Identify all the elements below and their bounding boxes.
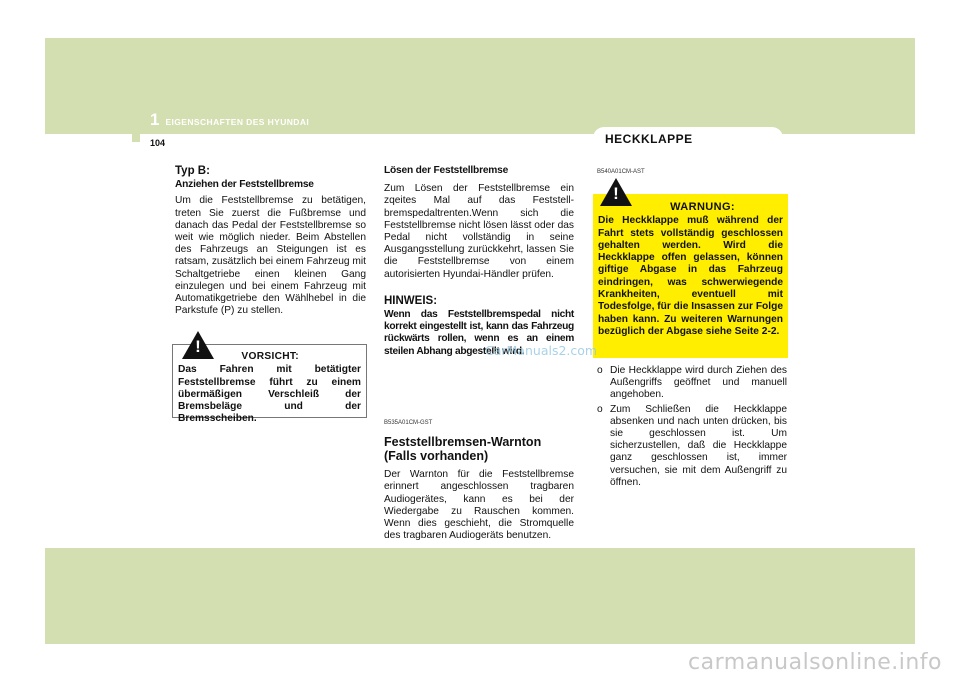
page-number: 104 [140, 134, 175, 152]
warning-icon: ! [600, 178, 632, 206]
section-code: B540A01CM-AST [597, 169, 645, 175]
release-heading: Lösen der Feststellbremse [384, 165, 509, 176]
list-item: o Zum Schließen die Heckklappe absenken und nach unten drücken, bis sie geschlossen ist. Um sicherzustellen, daß die Heckklappe ganz geschlossen ist, immer versuchen, sie mit dem Außengriff zu öffnen. [597, 404, 787, 489]
overlay-watermark: CarManuals2.com [485, 343, 598, 358]
chapter-title: EIGENSCHAFTEN DES HYUNDAI [165, 117, 310, 127]
warner-heading: Feststellbremsen-Warnton (Falls vorhanden) [384, 435, 542, 464]
instruction-list [597, 365, 787, 489]
footer-band [45, 548, 915, 644]
left-column [175, 165, 366, 323]
warning-box [593, 194, 788, 358]
chapter-number: 1 [150, 110, 160, 129]
apply-brake-paragraph: Um die Feststellbremse zu betätigen, treten Sie zuerst die Fußbremse und danach das Pedal der Feststellbremse so weit wie möglich nieder. Beim Abstellen des Fahrzeugs an Steigungen ist es ratsam, zusätzlich bei einem Fahrzeug mit Schaltgetriebe einen kleinen Gang einzulegen und bei einem Fahrzeug mit Automatikgetriebe den Wählhebel in die Parkstufe (P) zu stellen. [175, 195, 366, 317]
caution-text: Das Fahren mit betätigter Feststellbremse führt zu einem übermäßigen Verschleiß der Bremsbeläge und der Bremsscheiben. [178, 364, 361, 425]
footer-watermark: carmanualsonline.info [688, 650, 942, 675]
note-title: HINWEIS: [384, 294, 438, 307]
caution-title: VORSICHT: [241, 351, 299, 362]
warner-section [384, 417, 574, 548]
list-item: o Die Heckklappe wird durch Ziehen des Außengriffs geöffnet und manuell angehoben. [597, 365, 787, 402]
type-heading: Typ B: [175, 165, 210, 177]
chapter-header [150, 110, 309, 130]
warning-text: Die Heckklappe muß während der Fahrt stets vollständig geschlossen gehalten werden. Wird die Heckklappe offen gelassen, können giftige Abgase in das Fahrzeug eindringen, was schwerwiegende Krankheiten, eventuell mit Todesfolge, für die Insassen zur Folge haben kann. Zu weiteren Warnungen bezüglich der Abgase siehe Seite 2-2. [598, 215, 783, 337]
warning-title: WARNUNG: [670, 201, 735, 213]
middle-column [384, 165, 574, 364]
warner-paragraph: Der Warnton für die Feststellbremse erinnert angeschlossen tragbaren Audiogerätes, kann es bei der Wiedergabe zu Rauschen kommen. Wenn dies geschieht, die Stromquelle des tragbaren Audiogeräts benutzen. [384, 469, 574, 542]
section-title: HECKKLAPPE [593, 127, 783, 151]
apply-brake-heading: Anziehen der Feststellbremse [175, 179, 314, 191]
caution-warning-icon: ! [182, 331, 214, 359]
tailgate-instructions [597, 365, 787, 491]
release-paragraph: Zum Lösen der Feststellbremse ein zqeites Mal auf das Feststell-bremspedaltrenten.Wenn sich die Feststellbremse nicht lösen lässt oder das Pedal nicht vollständig in seine Ausgangsstellung zurückkehrt, lassen Sie die Feststellbremse von einem autorisierten Hyundai-Händler prüfen. [384, 183, 574, 280]
warner-code: B535A01CM-GST [384, 420, 433, 426]
note-text: Wenn das Feststellbremspedal nicht korrekt eingestellt ist, kann das Fahrzeug rückwärts rollen, wenn es an einem steilen Abhang abgestellt wird. [384, 309, 574, 357]
